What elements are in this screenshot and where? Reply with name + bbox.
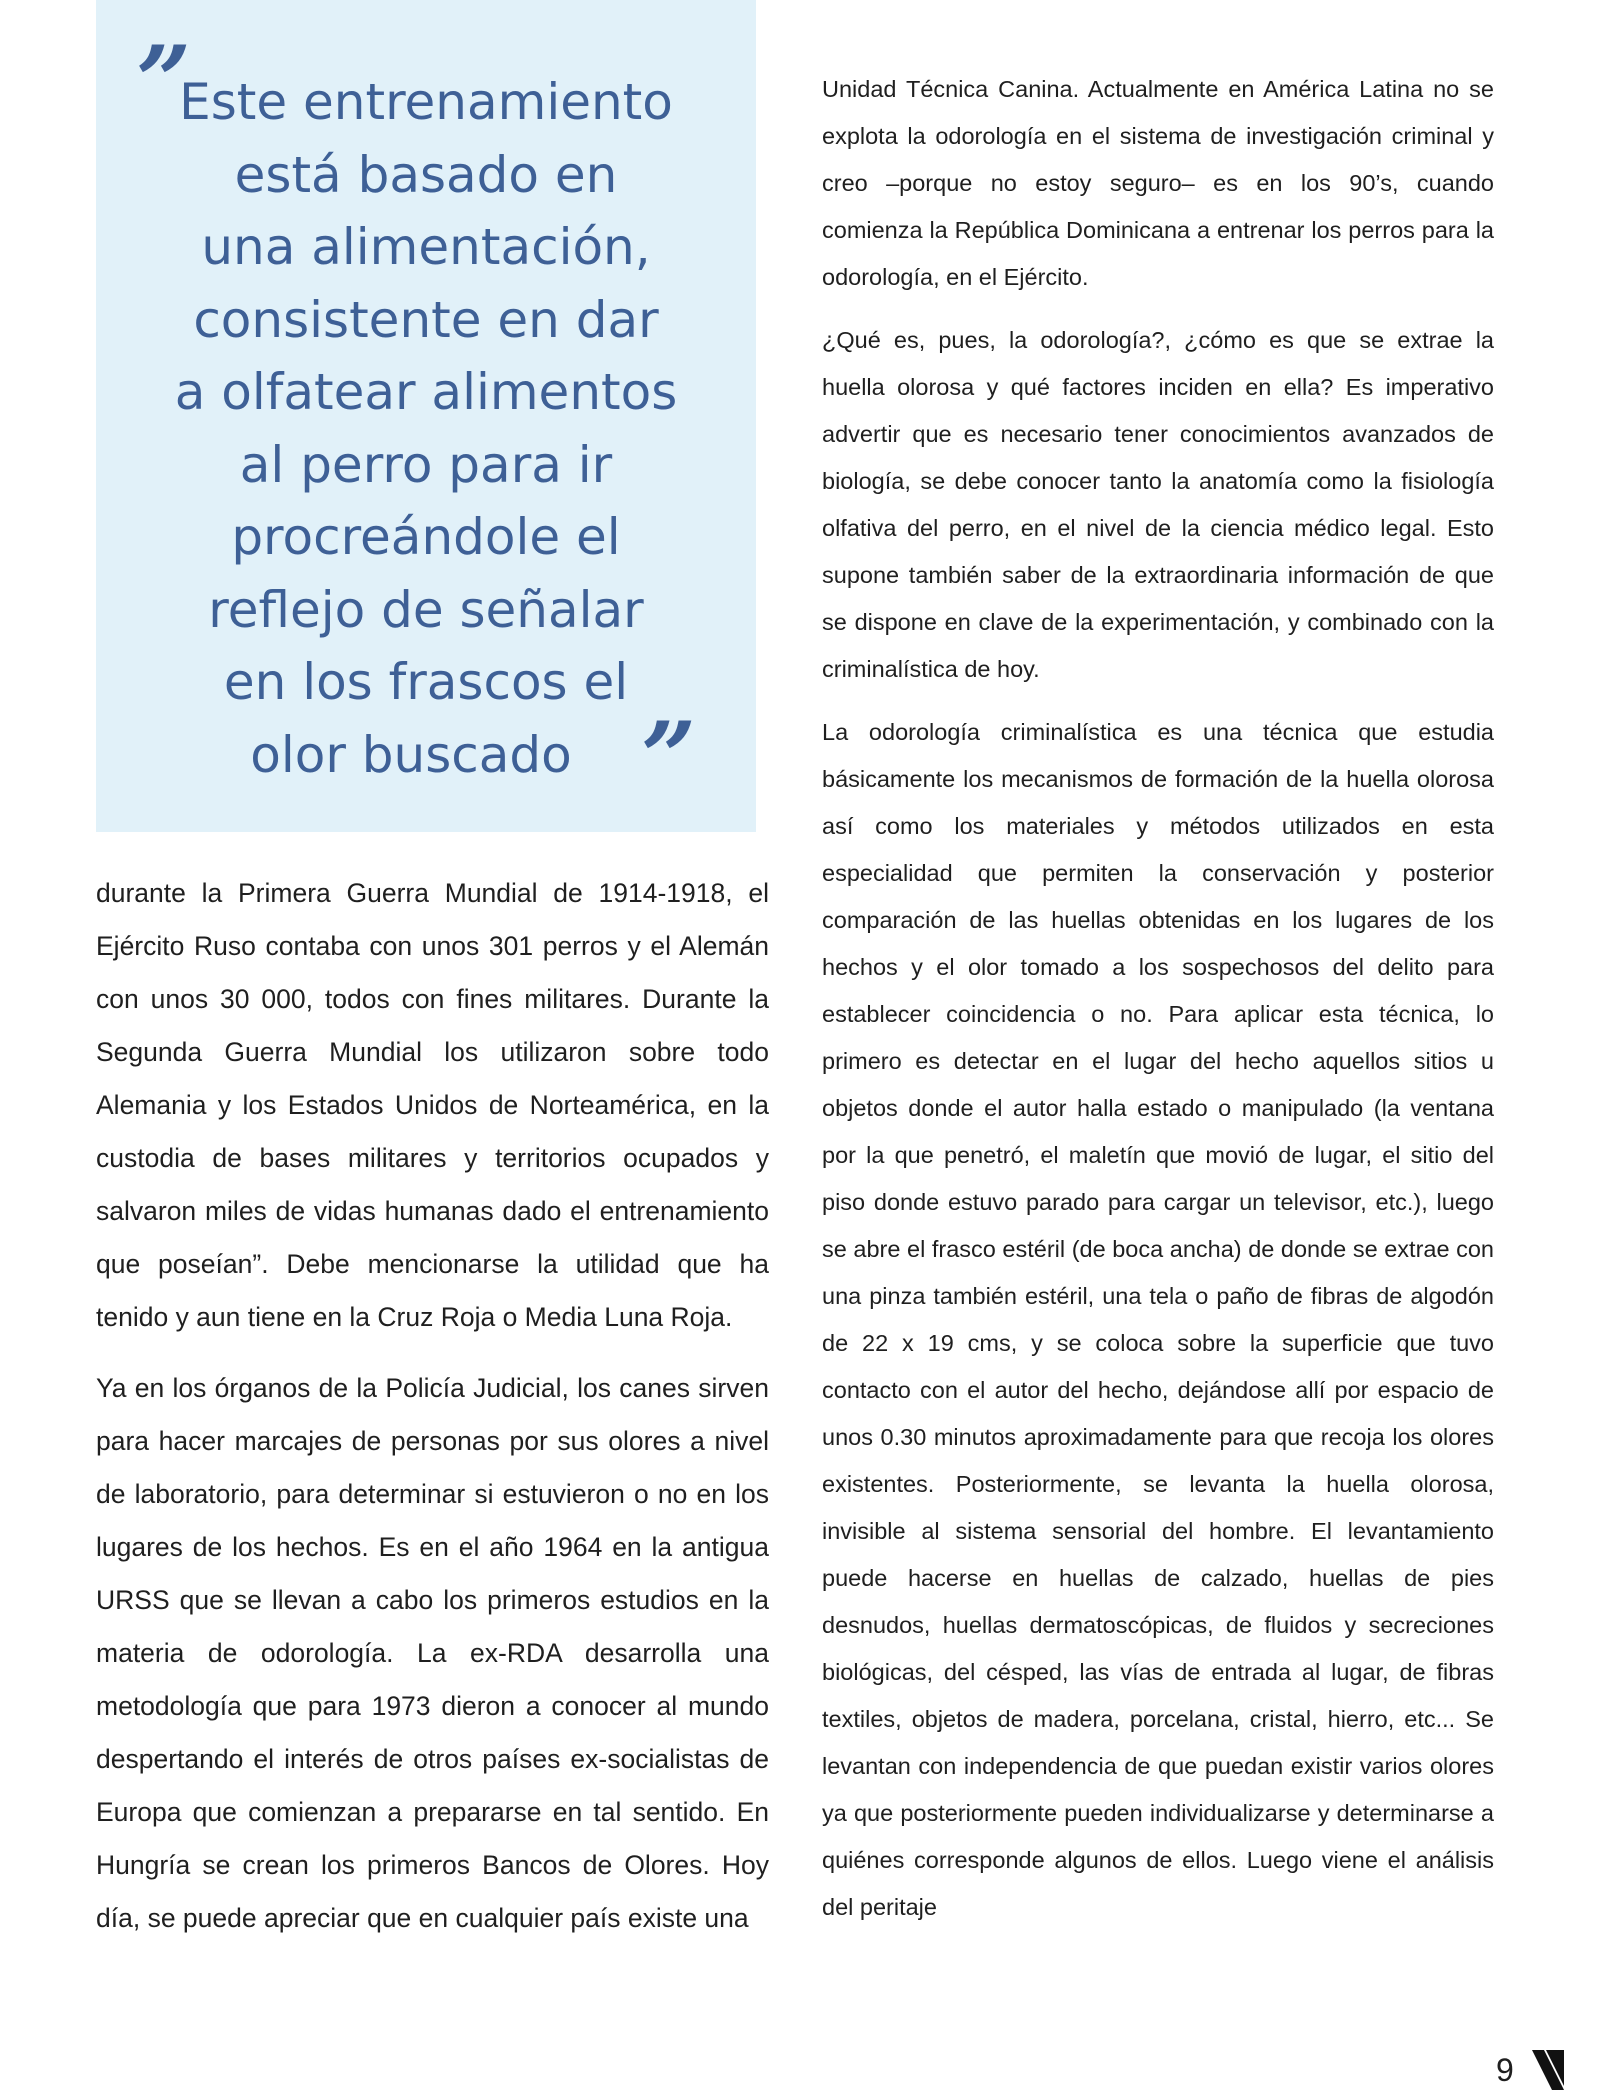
pull-quote-line: consistente en dar <box>193 290 659 349</box>
pull-quote-line: al perro para ir <box>239 435 613 494</box>
pull-quote-line: en los frascos el <box>223 653 629 711</box>
pull-quote-line: está basado en <box>234 145 618 204</box>
pull-quote-line: a olfatear alimentos <box>174 363 678 421</box>
right-paragraph: ¿Qué es, pues, la odorología?, ¿cómo es que se extrae la huella olorosa y qué factores inciden en ella? Es imperativo advertir que es necesario tener conocimientos avanzados de biología, se debe conocer tanto la anatomía como la fisiología olfativa del perro, en el nivel de la ciencia médico legal. Esto supone también saber de la extraordinaria información de que se dispone en clave de la experimentación, y combinado con la criminalística de hoy. <box>822 327 1494 682</box>
pull-quote-text <box>136 66 716 791</box>
left-column <box>96 867 769 1945</box>
page-number: 9 <box>1496 2052 1514 2088</box>
pull-quote-line: una alimentación, <box>201 218 651 276</box>
corner-slash-mark-icon <box>1532 2050 1564 2090</box>
left-paragraph: Ya en los órganos de la Policía Judicial, los canes sirven para hacer marcajes de personas por sus olores a nivel de laboratorio, para determinar si estuvieron o no en los lugares de los hechos. Es en el año 1964 en la antigua URSS que se llevan a cabo los primeros estudios en la materia de odorología. La ex-RDA desarrolla una metodología que para 1973 dieron a conocer al mundo despertando el interés de otros países ex-socialistas de Europa que comienzan a prepararse en tal sentido. En Hungría se crean los primeros Bancos de Olores. Hoy día, se puede apreciar que en cualquier país existe una <box>96 1373 769 1933</box>
pull-quote-line: procreándole el <box>231 508 621 566</box>
left-paragraph: durante la Primera Guerra Mundial de 1914-1918, el Ejército Ruso contaba con unos 301 perros y el Alemán con unos 30 000, todos con fines militares. Durante la Segunda Guerra Mundial los utilizaron sobre todo Alemania y los Estados Unidos de Norteamérica, en la custodia de bases militares y territorios ocupados y salvaron miles de vidas humanas dado el entrenamiento que poseían”. Debe mencionarse la utilidad que ha tenido y aun tiene en la Cruz Roja o Media Luna Roja. <box>96 878 769 1332</box>
right-paragraph: Unidad Técnica Canina. Actualmente en América Latina no se explota la odorología en el sistema de investigación criminal y creo –porque no estoy seguro– es en los 90’s, cuando comienza la República Dominicana a entrenar los perros para la odorología, en el Ejército. <box>822 76 1494 290</box>
open-quote-mark: ” <box>136 25 192 138</box>
right-paragraph: La odorología criminalística es una técnica que estudia básicamente los mecanismos de formación de la huella olorosa así como los materiales y métodos utilizados en esta especialidad que permiten la conservación y posterior comparación de las huellas obtenidas en los lugares de los hechos y el olor tomado a los sospechosos del delito para establecer coincidencia o no. Para aplicar esta técnica, lo primero es detectar en el lugar del hecho aquellos sitios u objetos donde el autor halla estado o manipulado (la ventana por la que penetró, el maletín que movió de lugar, el sitio del piso donde estuvo parado para cargar un televisor, etc.), luego se abre el frasco estéril (de boca ancha) de donde se extrae con una pinza también estéril, una tela o paño de fibras de algodón de 22 x 19 cms, y se coloca sobre la superficie que tuvo contacto con el autor del hecho, dejándose allí por espacio de unos 0.30 minutos aproximadamente para que recoja los olores existentes. Posteriormente, se levanta la huella olorosa, invisible al sistema sensorial del hombre. El levantamiento puede hacerse en huellas de calzado, huellas de pies desnudos, huellas dermatoscópicas, de fluidos y secreciones biológicas, del césped, las vías de entrada al lugar, de fibras textiles, objetos de madera, porcelana, cristal, hierro, etc... Se levantan con independencia de que puedan existir varios olores ya que posteriormente pueden individualizarse y determinarse a quiénes corresponde algunos de ellos. Luego viene el análisis del peritaje <box>822 719 1494 1920</box>
pull-quote-line: reflejo de señalar <box>208 580 644 639</box>
right-column <box>822 66 1494 1931</box>
close-quote-mark: ” <box>641 701 697 814</box>
pull-quote-line: olor buscado <box>250 725 572 784</box>
pull-quote-line: Este entrenamiento <box>179 73 673 131</box>
pull-quote <box>96 0 756 832</box>
